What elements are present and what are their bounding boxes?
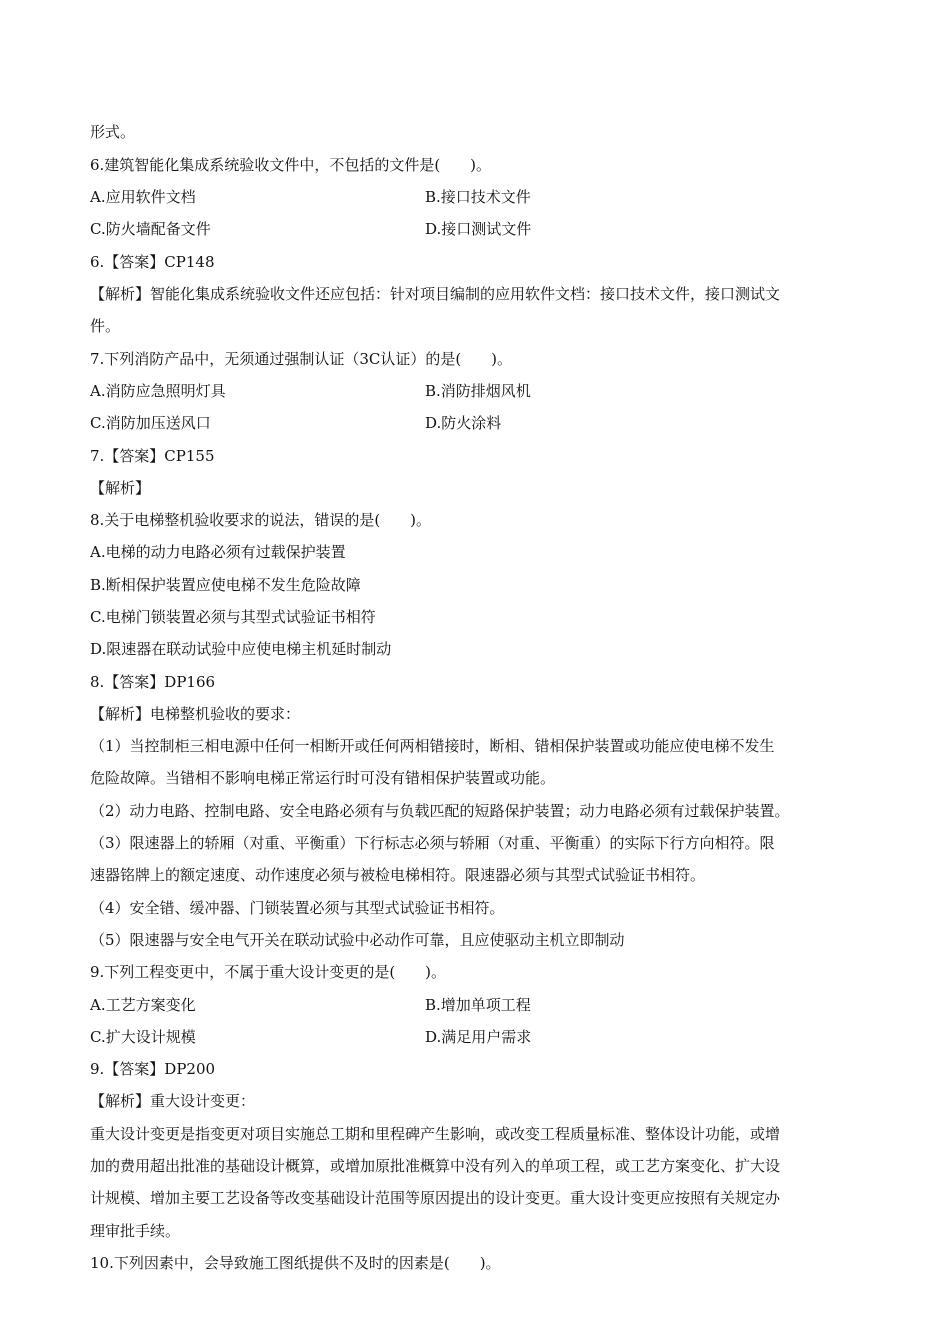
question-9: 9.下列工程变更中，不属于重大设计变更的是( )。 [90,963,447,981]
option-6a: A.应用软件文档 [90,188,196,206]
option-9d: D.满足用户需求 [425,1028,532,1046]
question-10: 10.下列因素中，会导致施工图纸提供不及时的因素是( )。 [90,1254,501,1272]
analysis-8-item-2: （2）动力电路、控制电路、安全电路必须有与负载匹配的短路保护装置；动力电路必须有过载保护装置。 [90,802,790,820]
option-6d: D.接口测试文件 [425,220,532,238]
analysis-9-body-3: 计规模、增加主要工艺设备等改变基础设计范围等原因提出的设计变更。重大设计变更应按照有关规定办 [90,1189,781,1207]
analysis-8-item-5: （5）限速器与安全电气开关在联动试验中必动作可靠，且应使驱动主机立即制动 [90,931,625,949]
question-7: 7.下列消防产品中，无须通过强制认证（3C认证）的是( )。 [90,350,513,368]
option-6b: B.接口技术文件 [425,188,531,206]
question-6: 6.建筑智能化集成系统验收文件中，不包括的文件是( )。 [90,156,492,174]
option-8d: D.限速器在联动试验中应使电梯主机延时制动 [90,640,392,658]
text-line: 形式。 [90,123,136,141]
analysis-8-item-1: （1）当控制柜三相电源中任何一相断开或任何两相错接时，断相、错相保护装置或功能应使电梯不发生 [90,737,775,755]
analysis-6-cont: 件。 [90,317,121,335]
option-7b: B.消防排烟风机 [425,382,531,400]
option-9c: C.扩大设计规模 [90,1028,196,1046]
option-9a: A.工艺方案变化 [90,996,196,1014]
analysis-9-body-4: 理审批手续。 [90,1222,181,1240]
analysis-9-body-2: 加的费用超出批准的基础设计概算，或增加原批准概算中没有列入的单项工程，或工艺方案变化、扩大设 [90,1157,781,1175]
option-8c: C.电梯门锁装置必须与其型式试验证书相符 [90,608,376,626]
option-8b: B.断相保护装置应使电梯不发生危险故障 [90,576,361,594]
answer-9: 9.【答案】DP200 [90,1060,216,1078]
analysis-8-item-4: （4）安全错、缓冲器、门锁装置必须与其型式试验证书相符。 [90,899,505,917]
option-7a: A.消防应急照明灯具 [90,382,226,400]
analysis-9: 【解析】重大设计变更： [90,1092,256,1110]
analysis-8-item-1-cont: 危险故障。当错相不影响电梯正常运行时可没有错相保护装置或功能。 [90,769,556,787]
option-8a: A.电梯的动力电路必须有过载保护装置 [90,543,346,561]
option-6c: C.防火墙配备文件 [90,220,211,238]
analysis-9-body-1: 重大设计变更是指变更对项目实施总工期和里程碑产生影响，或改变工程质量标准、整体设计功能，或增 [90,1125,781,1143]
analysis-8-item-3-cont: 速器铭牌上的额定速度、动作速度必须与被检电梯相符。限速器必须与其型式试验证书相符。 [90,866,706,884]
option-7d: D.防火涂料 [425,414,502,432]
analysis-7: 【解析】 [90,479,151,497]
answer-8: 8.【答案】DP166 [90,673,216,691]
analysis-8: 【解析】电梯整机验收的要求： [90,705,301,723]
option-7c: C.消防加压送风口 [90,414,211,432]
analysis-8-item-3: （3）限速器上的轿厢（对重、平衡重）下行标志必须与轿厢（对重、平衡重）的实际下行方向相符。限 [90,834,775,852]
answer-7: 7.【答案】CP155 [90,447,215,465]
analysis-6: 【解析】智能化集成系统验收文件还应包括：针对项目编制的应用软件文档：接口技术文件，接口测试文 [90,285,781,303]
answer-6: 6.【答案】CP148 [90,253,215,271]
option-9b: B.增加单项工程 [425,996,531,1014]
question-8: 8.关于电梯整机验收要求的说法，错误的是( )。 [90,511,432,529]
